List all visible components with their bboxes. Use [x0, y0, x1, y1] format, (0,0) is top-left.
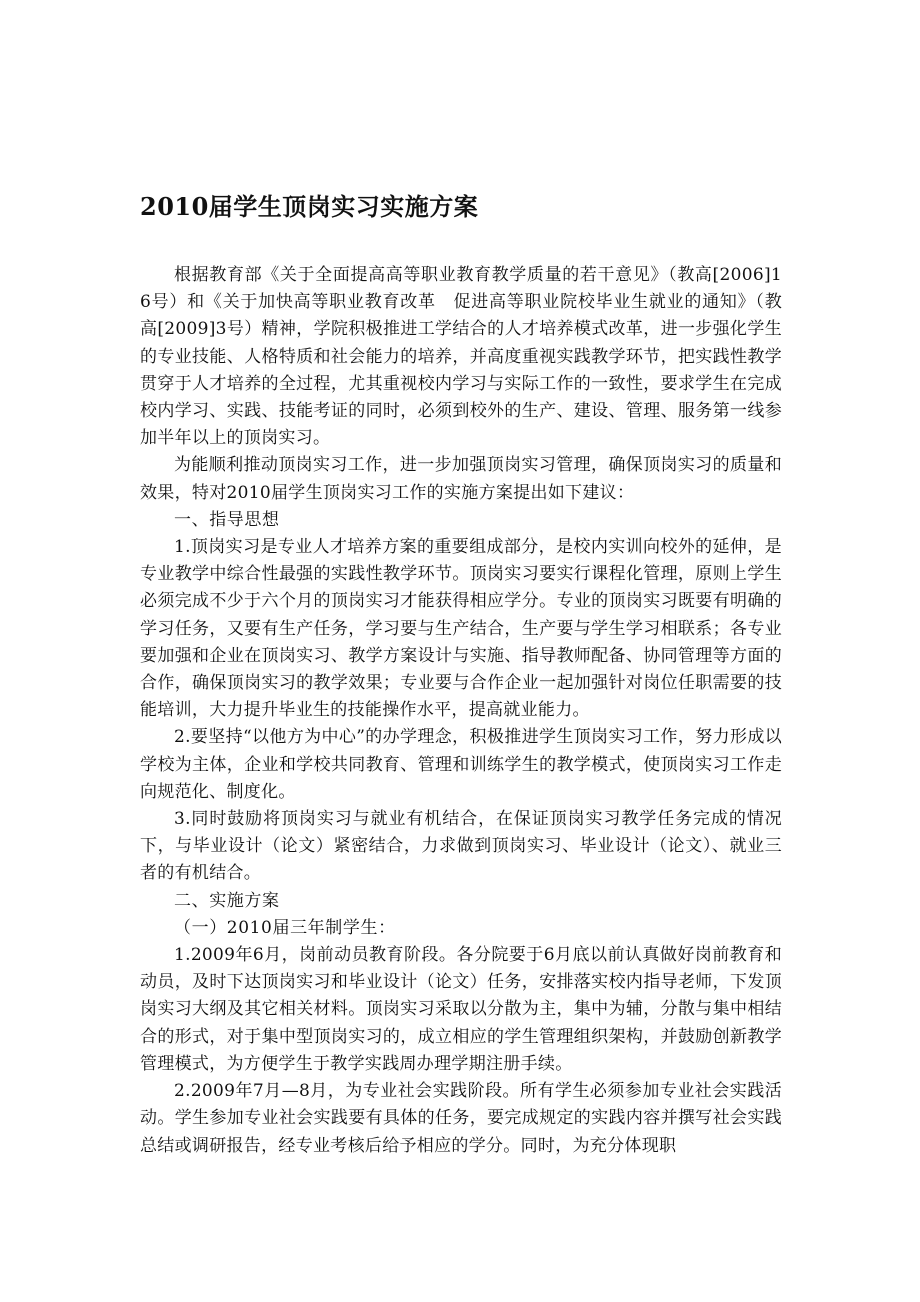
guiding-item-2: 2.要坚持“以他方为中心”的办学理念，积极推进学生顶岗实习工作，努力形成以学校为主体，企业和学校共同教育、管理和训练学生的教学模式，使顶岗实习工作走向规范化、制度化。 [140, 727, 782, 802]
implementation-item-2: 2.2009年7月—8月，为专业社会实践阶段。所有学生必须参加专业社会实践活动。学生参加专业社会实践要有具体的任务，要完成规定的实践内容并撰写社会实践总结或调研报告，经专业考核后给予相应的学分。同时，为充分体现职 [140, 1081, 782, 1156]
guiding-item-3: 3.同时鼓励将顶岗实习与就业有机结合，在保证顶岗实习教学任务完成的情况下，与毕业设计（论文）紧密结合，力求做到顶岗实习、毕业设计（论文）、就业三者的有机结合。 [140, 809, 782, 884]
subsection-heading-three-year-students: （一）2010届三年制学生： [174, 917, 396, 938]
document-body [140, 262, 782, 1160]
guiding-item-1: 1.顶岗实习是专业人才培养方案的重要组成部分，是校内实训向校外的延伸，是专业教学中综合性最强的实践性教学环节。顶岗实习要实行课程化管理，原则上学生必须完成不少于六个月的顶岗实习才能获得相应学分。专业的顶岗实习既要有明确的学习任务，又要有生产任务，学习要与生产结合，生产要与学生学习相联系；各专业要加强和企业在顶岗实习、教学方案设计与实施、指导教师配备、协同管理等方面的合作，确保顶岗实习的教学效果；专业要与合作企业一起加强针对岗位任职需要的技能培训，大力提升毕业生的技能操作水平，提高就业能力。 [140, 537, 782, 721]
implementation-item-1: 1.2009年6月，岗前动员教育阶段。各分院要于6月底以前认真做好岗前教育和动员，及时下达顶岗实习和毕业设计（论文）任务，安排落实校内指导老师，下发顶岗实习大纲及其它相关材料。顶岗实习采取以分散为主，集中为辅，分散与集中相结合的形式，对于集中型顶岗实习的，成立相应的学生管理组织架构，并鼓励创新教学管理模式，为方便学生于教学实践周办理学期注册手续。 [140, 945, 782, 1074]
intro-paragraph: 根据教育部《关于全面提高高等职业教育教学质量的若干意见》（教高[2006]16号）和《关于加快高等职业教育改革 促进高等职业院校毕业生就业的通知》（教高[2009]3号）精神，学院积极推进工学结合的人才培养模式改革，进一步强化学生的专业技能、人格特质和社会能力的培养，并高度重视实践教学环节，把实践性教学贯穿于人才培养的全过程，尤其重视校内学习与实际工作的一致性，要求学生在完成校内学习、实践、技能考证的同时，必须到校外的生产、建设、管理、服务第一线参加半年以上的顶岗实习。 [140, 265, 782, 449]
document-title: 2010届学生顶岗实习实施方案 [140, 192, 479, 221]
section-heading-implementation-plan: 二、实施方案 [174, 890, 280, 911]
purpose-paragraph: 为能顺利推动顶岗实习工作，进一步加强顶岗实习管理，确保顶岗实习的质量和效果，特对2010届学生顶岗实习工作的实施方案提出如下建议： [140, 455, 782, 503]
section-heading-guiding-ideology: 一、指导思想 [174, 509, 280, 530]
